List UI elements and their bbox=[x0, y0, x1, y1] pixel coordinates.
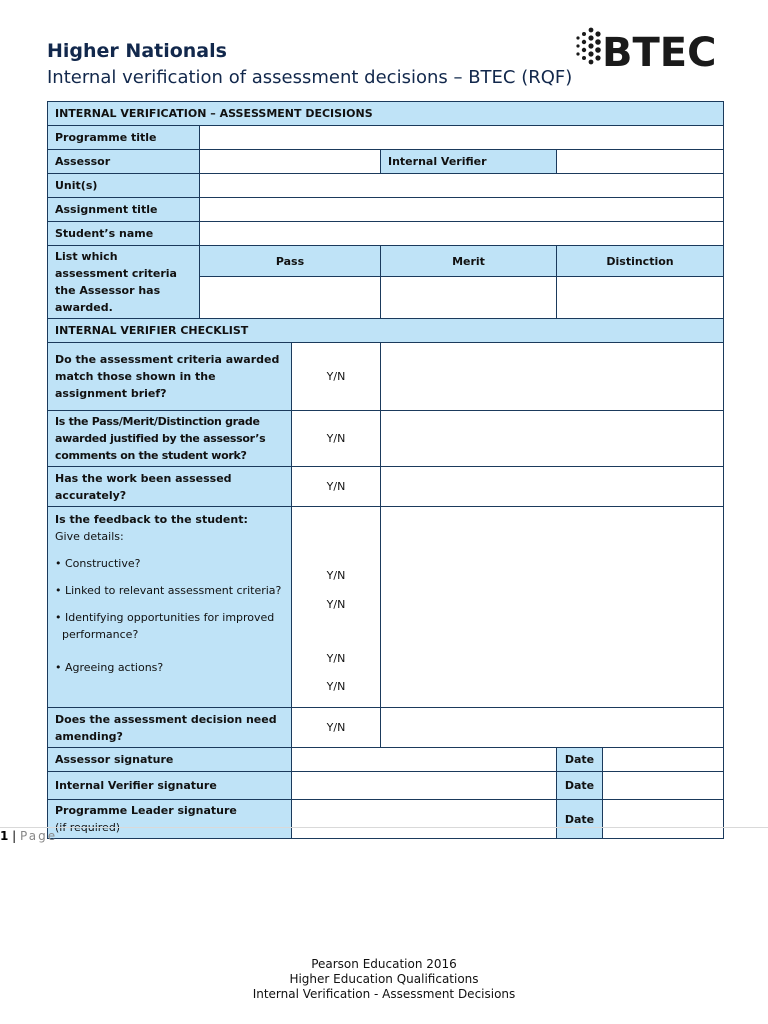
distinction-field[interactable] bbox=[557, 277, 724, 319]
btec-logo-text: BTEC bbox=[602, 30, 717, 74]
pl-date-label: Date bbox=[557, 800, 603, 839]
pl-date-field[interactable] bbox=[603, 800, 724, 839]
distinction-header: Distinction bbox=[557, 246, 724, 277]
yn-criteria-match[interactable]: Y/N bbox=[292, 343, 381, 411]
iv-signature-field[interactable] bbox=[292, 772, 557, 800]
question-feedback bbox=[48, 507, 292, 708]
question-assessed-accurately: Has the work been assessed accurately? bbox=[48, 467, 292, 507]
internal-verifier-label: Internal Verifier bbox=[381, 150, 557, 174]
assessor-signature-field[interactable] bbox=[292, 748, 557, 772]
assessor-date-label: Date bbox=[557, 748, 603, 772]
comments-decision-amending[interactable] bbox=[381, 708, 724, 748]
page-separator: | bbox=[8, 829, 21, 843]
question-grade-justified: Is the Pass/Merit/Distinction grade awarded justified by the assessor’s comments on the student work? bbox=[48, 411, 292, 467]
yn-feedback-actions[interactable]: Y/N bbox=[326, 680, 346, 693]
page-number-value: 1 bbox=[0, 829, 9, 843]
yn-feedback-linked[interactable]: Y/N bbox=[326, 598, 346, 611]
page-number bbox=[0, 829, 57, 843]
criteria-label: List which assessment criteria the Assessor has awarded. bbox=[48, 246, 200, 319]
iv-date-label: Date bbox=[557, 772, 603, 800]
question-criteria-match: Do the assessment criteria awarded match those shown in the assignment brief? bbox=[48, 343, 292, 411]
feedback-bullet-constructive: • Constructive? bbox=[55, 557, 141, 570]
yn-feedback-opportunities[interactable]: Y/N bbox=[326, 652, 346, 665]
assessor-signature-label: Assessor signature bbox=[48, 748, 292, 772]
page-label: Page bbox=[20, 829, 58, 843]
feedback-give-details: Give details: bbox=[55, 530, 124, 543]
merit-header: Merit bbox=[381, 246, 557, 277]
feedback-bullet-opportunities: • Identifying opportunities for improved performance? bbox=[55, 611, 275, 641]
document-title: Higher Nationals bbox=[47, 40, 227, 62]
section-header-decisions: INTERNAL VERIFICATION – ASSESSMENT DECISIONS bbox=[48, 102, 724, 126]
pass-field[interactable] bbox=[200, 277, 381, 319]
assessor-date-field[interactable] bbox=[603, 748, 724, 772]
assessor-label: Assessor bbox=[48, 150, 200, 174]
units-field[interactable] bbox=[200, 174, 724, 198]
comments-grade-justified[interactable] bbox=[381, 411, 724, 467]
page-divider bbox=[0, 827, 768, 828]
assessor-field[interactable] bbox=[200, 150, 381, 174]
footer bbox=[0, 957, 768, 1002]
pl-signature-cell bbox=[48, 800, 292, 839]
yn-feedback-constructive[interactable]: Y/N bbox=[326, 569, 346, 582]
footer-line-2: Higher Education Qualifications bbox=[289, 972, 479, 986]
question-decision-amending: Does the assessment decision need amending? bbox=[48, 708, 292, 748]
yn-feedback-group bbox=[292, 507, 381, 708]
student-name-field[interactable] bbox=[200, 222, 724, 246]
assignment-title-field[interactable] bbox=[200, 198, 724, 222]
comments-assessed-accurately[interactable] bbox=[381, 467, 724, 507]
iv-signature-label: Internal Verifier signature bbox=[48, 772, 292, 800]
programme-title-label: Programme title bbox=[48, 126, 200, 150]
btec-logo bbox=[574, 24, 724, 74]
pl-signature-label: Programme Leader signature bbox=[55, 804, 237, 817]
comments-feedback[interactable] bbox=[381, 507, 724, 708]
yn-assessed-accurately[interactable]: Y/N bbox=[292, 467, 381, 507]
yn-grade-justified[interactable]: Y/N bbox=[292, 411, 381, 467]
internal-verifier-field[interactable] bbox=[557, 150, 724, 174]
pl-signature-field[interactable] bbox=[292, 800, 557, 839]
footer-line-3: Internal Verification - Assessment Decisions bbox=[252, 987, 516, 1001]
merit-field[interactable] bbox=[381, 277, 557, 319]
programme-title-field[interactable] bbox=[200, 126, 724, 150]
footer-line-1: Pearson Education 2016 bbox=[311, 957, 457, 971]
section-header-checklist: INTERNAL VERIFIER CHECKLIST bbox=[48, 319, 724, 343]
pl-signature-note: (if required) bbox=[55, 821, 121, 834]
units-label: Unit(s) bbox=[48, 174, 200, 198]
assignment-title-label: Assignment title bbox=[48, 198, 200, 222]
verification-form bbox=[47, 101, 724, 839]
yn-decision-amending[interactable]: Y/N bbox=[292, 708, 381, 748]
document-subtitle: Internal verification of assessment decisions – BTEC (RQF) bbox=[47, 67, 573, 88]
pass-header: Pass bbox=[200, 246, 381, 277]
feedback-bullet-linked: • Linked to relevant assessment criteria? bbox=[55, 584, 282, 597]
iv-date-field[interactable] bbox=[603, 772, 724, 800]
feedback-question-label: Is the feedback to the student: bbox=[55, 513, 248, 526]
comments-criteria-match[interactable] bbox=[381, 343, 724, 411]
feedback-bullet-actions: • Agreeing actions? bbox=[55, 661, 164, 674]
student-name-label: Student’s name bbox=[48, 222, 200, 246]
